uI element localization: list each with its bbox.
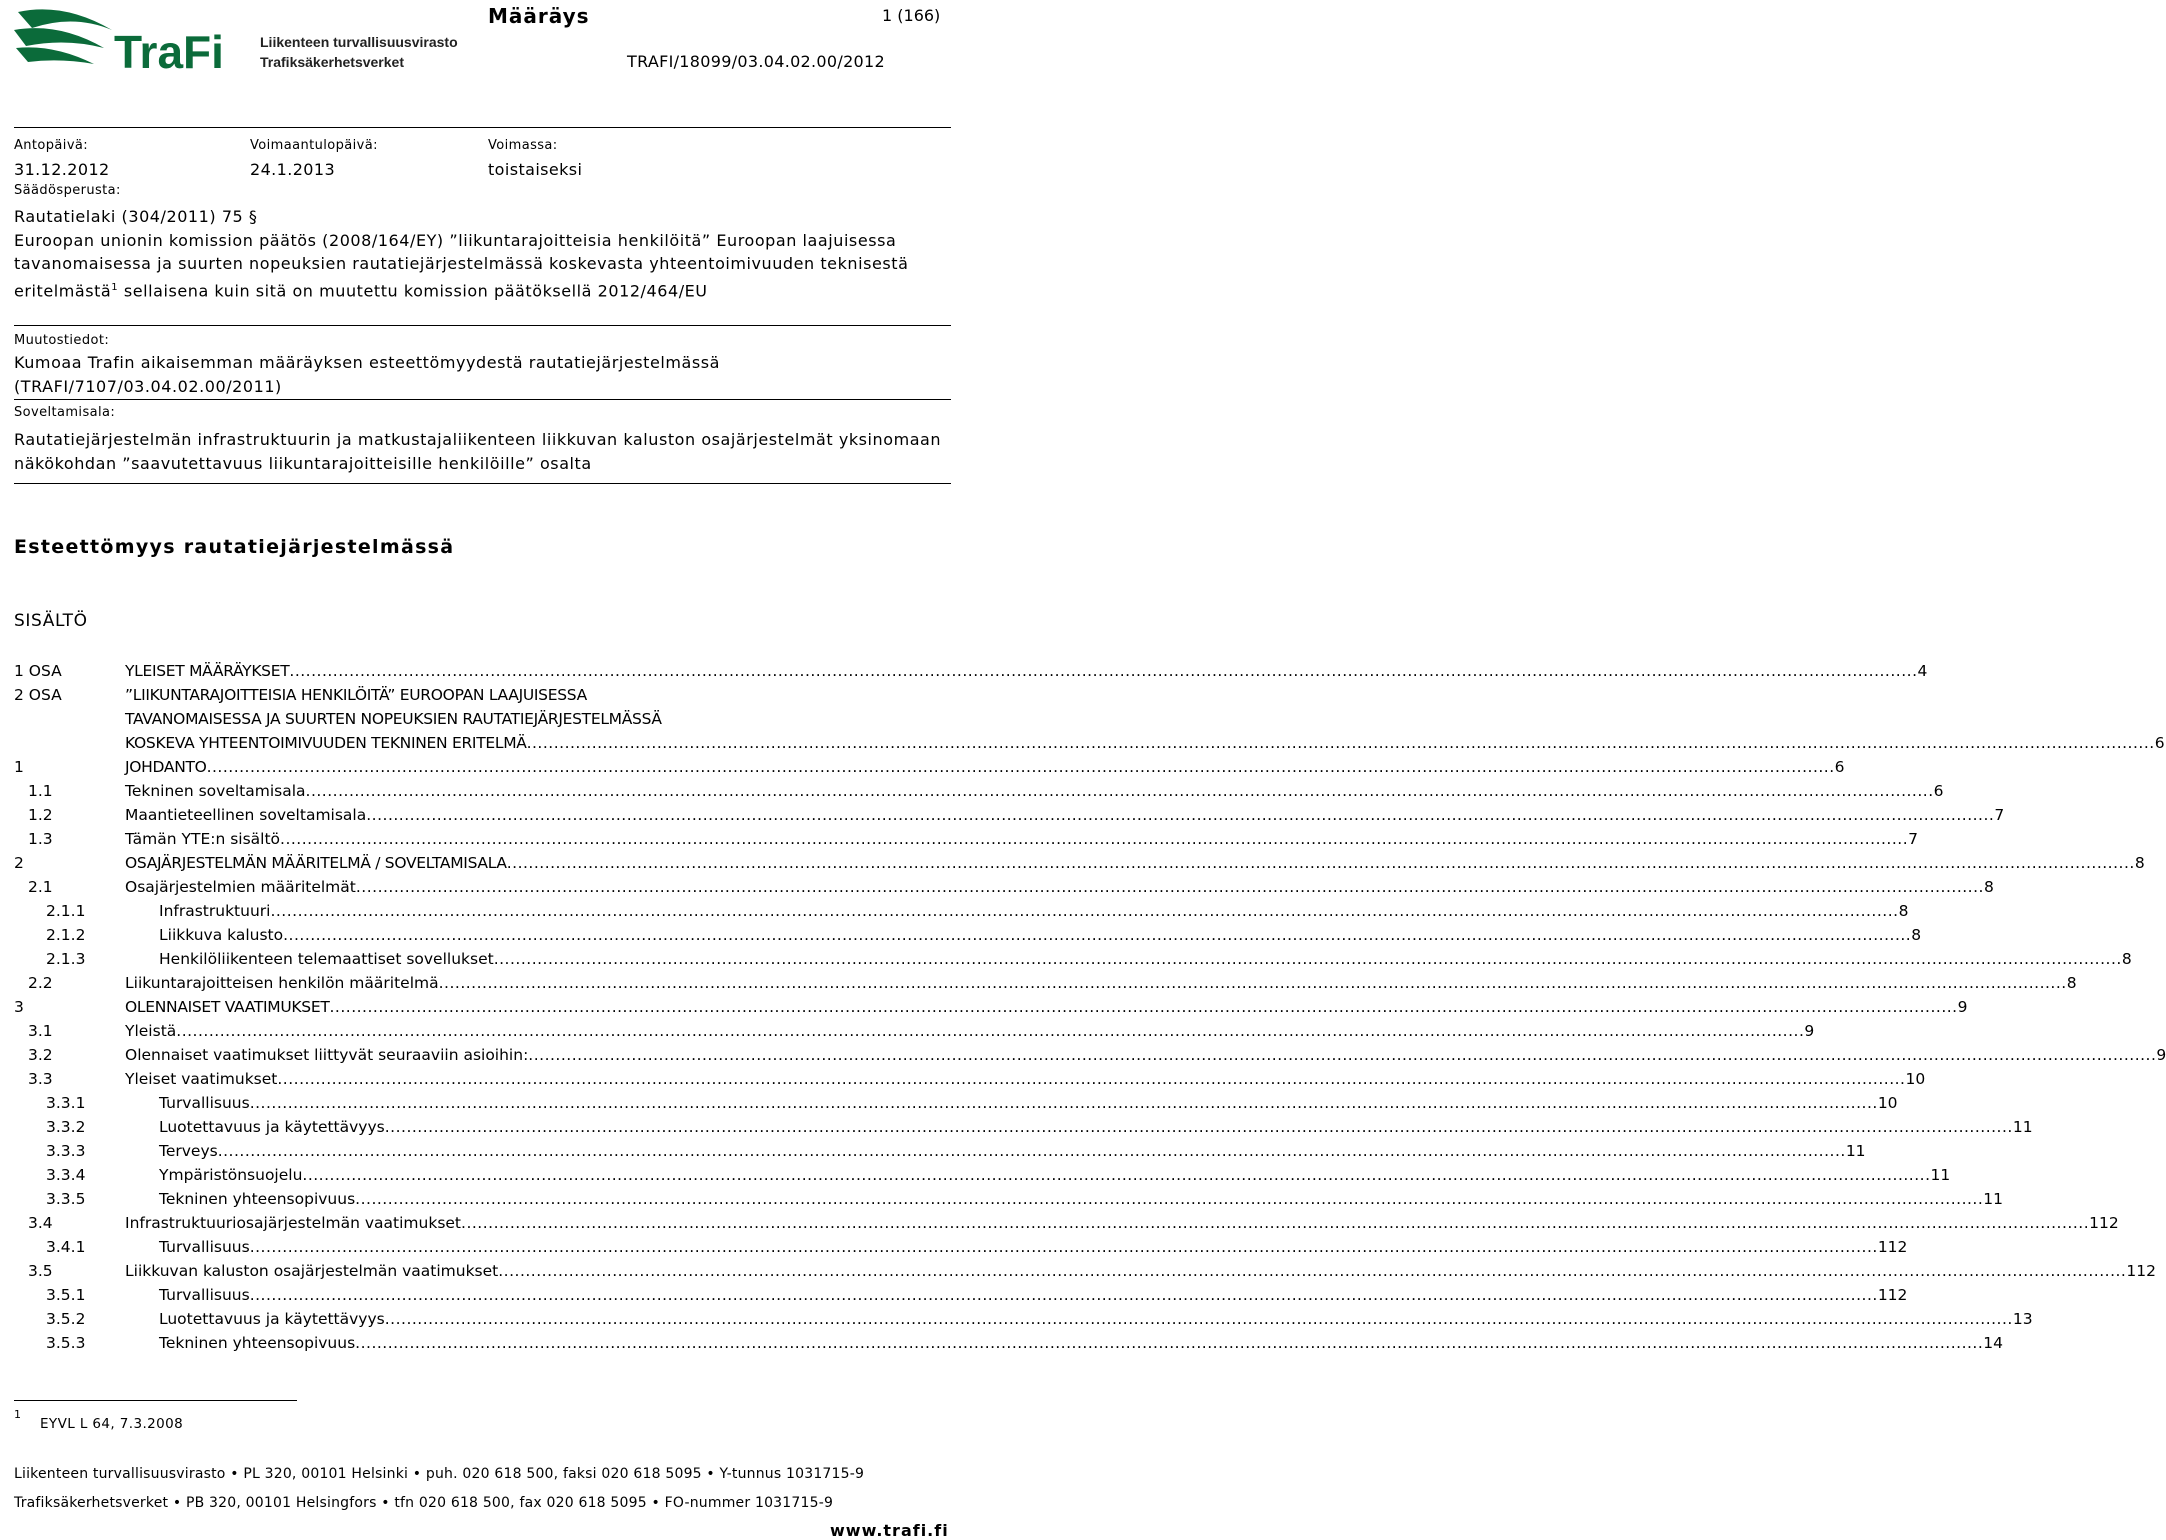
- footnote-divider: [14, 1400, 297, 1401]
- toc-entry-number: 3: [14, 998, 24, 1016]
- toc-entry[interactable]: [14, 683, 960, 707]
- toc-entry[interactable]: [14, 803, 2005, 827]
- toc-dot-leader: ............................................................................................................................................................................................................................................................................................................: [355, 1334, 1984, 1352]
- footnote-text: EYVL L 64, 7.3.2008: [40, 1416, 184, 1432]
- toc-entry-title: TAVANOMAISESSA JA SUURTEN NOPEUKSIEN RAUTATIEJÄRJESTELMÄSSÄ: [125, 710, 662, 728]
- toc-entry[interactable]: [14, 1259, 2156, 1283]
- toc-dot-leader: ............................................................................................................................................................................................................................................................................................................: [217, 1142, 1846, 1160]
- changes-divider: [14, 399, 951, 400]
- toc-entry-page: 10: [1877, 1094, 1898, 1112]
- toc-entry-title: Ympäristönsuojelu: [159, 1166, 303, 1184]
- toc-dot-leader: ............................................................................................................................................................................................................................................................................................................: [206, 758, 1835, 776]
- toc-entry-number: 3.3.3: [46, 1142, 86, 1160]
- toc-entry-title: Turvallisuus: [159, 1238, 250, 1256]
- toc-entry-title: Turvallisuus: [159, 1286, 250, 1304]
- toc-entry-page: 13: [2012, 1310, 2033, 1328]
- toc-entry[interactable]: [14, 1139, 1866, 1163]
- validity-value: toistaiseksi: [488, 160, 583, 179]
- toc-entry-title: Tekninen yhteensopivuus: [159, 1334, 356, 1352]
- toc-entry-page: 112: [2089, 1214, 2119, 1232]
- toc-entry-title: KOSKEVA YHTEENTOIMIVUUDEN TEKNINEN ERITELMÄ: [125, 734, 527, 752]
- toc-entry[interactable]: [14, 971, 2077, 995]
- toc-entry[interactable]: [14, 755, 1845, 779]
- table-of-contents: [14, 659, 2166, 1355]
- toc-entry-page: 11: [1930, 1166, 1951, 1184]
- toc-entry-title: Infrastruktuuri: [159, 902, 271, 920]
- toc-entry-title: Luotettavuus ja käytettävyys: [159, 1118, 385, 1136]
- toc-entry[interactable]: [14, 1115, 2033, 1139]
- toc-entry-page: 8: [1983, 878, 1994, 896]
- toc-entry-title: Osajärjestelmien määritelmät: [125, 878, 356, 896]
- toc-entry-page: 6: [1933, 782, 1944, 800]
- toc-dot-leader: ............................................................................................................................................................................................................................................................................................................: [283, 926, 1912, 944]
- toc-entry[interactable]: [14, 899, 1909, 923]
- toc-entry-title: Henkilöliikenteen telemaattiset sovellukset: [159, 950, 494, 968]
- toc-dot-leader: ............................................................................................................................................................................................................................................................................................................: [249, 1286, 1878, 1304]
- toc-entry-page: 8: [2121, 950, 2132, 968]
- toc-entry-number: 3.3.1: [46, 1094, 86, 1112]
- header-divider: [14, 127, 951, 128]
- toc-entry-number: 3.3.5: [46, 1190, 86, 1208]
- logo-swoosh-mid: [14, 28, 104, 48]
- toc-dot-leader: ............................................................................................................................................................................................................................................................................................................: [249, 1094, 1878, 1112]
- toc-dot-leader: ............................................................................................................................................................................................................................................................................................................: [498, 1262, 2127, 1280]
- toc-dot-leader: ............................................................................................................................................................................................................................................................................................................: [355, 1190, 1984, 1208]
- toc-entry-page: 112: [1877, 1238, 1908, 1256]
- toc-entry-title: Turvallisuus: [159, 1094, 250, 1112]
- toc-dot-leader: ............................................................................................................................................................................................................................................................................................................: [384, 1118, 2013, 1136]
- toc-dot-leader: ............................................................................................................................................................................................................................................................................................................: [355, 878, 1984, 896]
- toc-entry-page: 7: [1908, 830, 1919, 848]
- toc-entry-page: 112: [1877, 1286, 1908, 1304]
- toc-entry[interactable]: [14, 1019, 1815, 1043]
- toc-entry[interactable]: [14, 827, 1919, 851]
- toc-entry-number: 3.3: [28, 1070, 53, 1088]
- toc-entry-title: Olennaiset vaatimukset liittyvät seuraaviin asioihin:: [125, 1046, 529, 1064]
- toc-entry-number: 3.5.2: [46, 1310, 86, 1328]
- footer-address-sv: Trafiksäkerhetsverket • PB 320, 00101 Helsingfors • tfn 020 618 500, fax 020 618 5095 • FO-nummer 1031715-9: [14, 1495, 834, 1511]
- toc-entry-title: Tekninen soveltamisala: [125, 782, 306, 800]
- basis-section: [14, 205, 944, 302]
- toc-heading: SISÄLTÖ: [14, 611, 88, 631]
- logo-line-fi: Liikenteen turvallisuusvirasto: [260, 34, 458, 50]
- toc-entry-page: 6: [1834, 758, 1845, 776]
- toc-entry[interactable]: [14, 851, 2145, 875]
- basis-label: Säädösperusta:: [14, 183, 121, 198]
- toc-dot-leader: ............................................................................................................................................................................................................................................................................................................: [280, 830, 1909, 848]
- toc-entry-page: 7: [1994, 806, 2005, 824]
- toc-dot-leader: ............................................................................................................................................................................................................................................................................................................: [329, 998, 1958, 1016]
- toc-entry-number: 1.3: [28, 830, 53, 848]
- toc-dot-leader: ............................................................................................................................................................................................................................................................................................................: [277, 1070, 1906, 1088]
- toc-entry[interactable]: [14, 923, 1922, 947]
- toc-entry-title: Liikkuva kalusto: [159, 926, 284, 944]
- logo-brand: TraFi: [114, 26, 224, 78]
- basis-divider: [14, 325, 951, 326]
- toc-entry-page: 8: [1898, 902, 1909, 920]
- issued-label: Antopäivä:: [14, 138, 89, 153]
- toc-entry[interactable]: [14, 1163, 1951, 1187]
- basis-decision-text: Euroopan unionin komission päätös (2008/164/EY) ”liikuntarajoitteisia henkilöitä” Euroopan laajuisessa tavanomaisessa ja suurten nopeuksien rautatiejärjestelmässä koskevasta yhteentoimivuuden teknisestä eritelmästä: [14, 230, 909, 300]
- toc-dot-leader: ............................................................................................................................................................................................................................................................................................................: [493, 950, 2122, 968]
- toc-dot-leader: ............................................................................................................................................................................................................................................................................................................: [528, 1046, 2157, 1064]
- toc-entry-page: 9: [1804, 1022, 1815, 1040]
- toc-entry-page: 4: [1917, 662, 1928, 680]
- changes-label: Muutostiedot:: [14, 333, 110, 348]
- toc-entry[interactable]: [14, 779, 1944, 803]
- validity-label: Voimassa:: [488, 138, 558, 153]
- trafi-logo-graphic: [14, 4, 464, 84]
- toc-entry-number: 1.2: [28, 806, 53, 824]
- footer-address-fi: Liikenteen turvallisuusvirasto • PL 320, 00101 Helsinki • puh. 020 618 500, faksi 020 618 5095 • Y-tunnus 1031715-9: [14, 1466, 865, 1482]
- footnote-ref[interactable]: 1: [111, 281, 119, 293]
- changes-text: Kumoaa Trafin aikaisemman määräyksen esteettömyydestä rautatiejärjestelmässä (TRAFI/7107/03.04.02.00/2011): [14, 353, 720, 396]
- logo-swoosh-top: [18, 9, 112, 30]
- website-link[interactable]: www.trafi.fi: [830, 1521, 949, 1540]
- toc-entry-title: ”LIIKUNTARAJOITTEISIA HENKILÖITÄ” EUROOPAN LAAJUISESSA: [125, 686, 587, 704]
- scope-text: Rautatiejärjestelmän infrastruktuurin ja matkustajaliikenteen liikkuvan kaluston osajärjestelmät yksinomaan näkökohdan ”saavutettavuus liikuntarajoitteisille henkilöille” osalta: [14, 430, 942, 473]
- toc-entry-page: 6: [2154, 734, 2165, 752]
- toc-entry-number: 2.1.2: [46, 926, 86, 944]
- document-reference: TRAFI/18099/03.04.02.00/2012: [627, 52, 885, 71]
- toc-entry-title: Liikkuvan kaluston osajärjestelmän vaatimukset: [125, 1262, 499, 1280]
- toc-entry-title: Luotettavuus ja käytettävyys: [159, 1310, 385, 1328]
- toc-entry-number: 3.5: [28, 1262, 53, 1280]
- scope-label: Soveltamisala:: [14, 405, 116, 420]
- toc-entry-number: 3.5.3: [46, 1334, 86, 1352]
- toc-entry[interactable]: [14, 707, 960, 731]
- toc-entry[interactable]: [14, 1211, 2119, 1235]
- toc-entry-title: Tämän YTE:n sisältö: [125, 830, 281, 848]
- toc-entry-title: Yleiset vaatimukset: [125, 1070, 278, 1088]
- toc-dot-leader: ............................................................................................................................................................................................................................................................................................................: [176, 1022, 1805, 1040]
- document-title: Esteettömyys rautatiejärjestelmässä: [14, 536, 455, 558]
- toc-entry[interactable]: [14, 1235, 1908, 1259]
- effective-label: Voimaantulopäivä:: [250, 138, 378, 153]
- toc-entry-number: 2.1.1: [46, 902, 86, 920]
- basis-law: Rautatielaki (304/2011) 75 §: [14, 207, 258, 226]
- toc-entry-page: 9: [1957, 998, 1968, 1016]
- toc-dot-leader: ............................................................................................................................................................................................................................................................................................................: [249, 1238, 1878, 1256]
- toc-dot-leader: ............................................................................................................................................................................................................................................................................................................: [289, 662, 1918, 680]
- toc-entry-number: 3.3.4: [46, 1166, 86, 1184]
- toc-entry-number: 1 OSA: [14, 662, 62, 680]
- toc-entry-number: 2.1.3: [46, 950, 86, 968]
- effective-date: 24.1.2013: [250, 160, 336, 179]
- toc-entry[interactable]: [14, 947, 2132, 971]
- toc-dot-leader: ............................................................................................................................................................................................................................................................................................................: [366, 806, 1995, 824]
- logo-swoosh-low: [16, 47, 94, 64]
- toc-entry[interactable]: [14, 1283, 1908, 1307]
- toc-entry-page: 11: [1983, 1190, 2004, 1208]
- trafi-logo: [14, 4, 464, 84]
- toc-dot-leader: ............................................................................................................................................................................................................................................................................................................: [461, 1214, 2090, 1232]
- toc-entry-number: 3.3.2: [46, 1118, 86, 1136]
- toc-entry-title: JOHDANTO: [125, 758, 207, 776]
- toc-entry[interactable]: [14, 1187, 2004, 1211]
- toc-entry-page: 11: [1845, 1142, 1866, 1160]
- toc-entry-title: Liikuntarajoitteisen henkilön määritelmä: [125, 974, 439, 992]
- toc-entry-number: 1.1: [28, 782, 53, 800]
- toc-entry[interactable]: [14, 1307, 2033, 1331]
- toc-entry[interactable]: [14, 1043, 2166, 1067]
- toc-entry-page: 8: [2134, 854, 2145, 872]
- toc-entry-page: 10: [1905, 1070, 1926, 1088]
- issued-date: 31.12.2012: [14, 160, 110, 179]
- toc-dot-leader: ............................................................................................................................................................................................................................................................................................................: [506, 854, 2135, 872]
- toc-dot-leader: ............................................................................................................................................................................................................................................................................................................: [305, 782, 1934, 800]
- toc-entry-title: Maantieteellinen soveltamisala: [125, 806, 367, 824]
- toc-entry-page: 9: [2156, 1046, 2166, 1064]
- toc-entry-number: 2: [14, 854, 24, 872]
- toc-entry-page: 11: [2012, 1118, 2033, 1136]
- toc-entry-page: 8: [2066, 974, 2077, 992]
- toc-entry-number: 2.1: [28, 878, 53, 896]
- toc-entry-number: 3.4: [28, 1214, 53, 1232]
- toc-entry-number: 3.5.1: [46, 1286, 86, 1304]
- toc-entry-page: 8: [1911, 926, 1922, 944]
- basis-decision: [14, 229, 944, 303]
- toc-entry-number: 1: [14, 758, 24, 776]
- page-number: 1 (166): [882, 6, 941, 25]
- logo-line-sv: Trafiksäkerhetsverket: [260, 54, 404, 70]
- toc-entry-page: 14: [1983, 1334, 2004, 1352]
- toc-entry-number: 2 OSA: [14, 686, 62, 704]
- toc-entry-title: Yleistä: [125, 1022, 177, 1040]
- toc-entry[interactable]: [14, 731, 2165, 755]
- toc-entry-number: 3.1: [28, 1022, 53, 1040]
- document-type: Määräys: [488, 4, 590, 28]
- toc-entry-title: OLENNAISET VAATIMUKSET: [125, 998, 330, 1016]
- footnote-number: 1: [14, 1408, 21, 1421]
- toc-dot-leader: ............................................................................................................................................................................................................................................................................................................: [302, 1166, 1931, 1184]
- basis-decision-text-cont: sellaisena kuin sitä on muutettu komission päätöksellä 2012/464/EU: [118, 280, 708, 300]
- toc-entry-number: 3.4.1: [46, 1238, 86, 1256]
- scope-divider: [14, 483, 951, 484]
- toc-dot-leader: ............................................................................................................................................................................................................................................................................................................: [526, 734, 2155, 752]
- toc-entry[interactable]: [14, 659, 1928, 683]
- toc-entry[interactable]: [14, 875, 1994, 899]
- toc-entry[interactable]: [14, 1067, 1926, 1091]
- toc-entry-page: 112: [2126, 1262, 2156, 1280]
- toc-entry[interactable]: [14, 995, 1968, 1019]
- toc-dot-leader: ............................................................................................................................................................................................................................................................................................................: [438, 974, 2067, 992]
- toc-entry[interactable]: [14, 1331, 2004, 1355]
- toc-entry-title: Tekninen yhteensopivuus: [159, 1190, 356, 1208]
- toc-entry-title: OSAJÄRJESTELMÄN MÄÄRITELMÄ / SOVELTAMISALA: [125, 854, 507, 872]
- toc-entry-number: 3.2: [28, 1046, 53, 1064]
- toc-dot-leader: ............................................................................................................................................................................................................................................................................................................: [270, 902, 1899, 920]
- toc-entry-number: 2.2: [28, 974, 53, 992]
- toc-entry[interactable]: [14, 1091, 1898, 1115]
- toc-entry-title: Terveys: [159, 1142, 218, 1160]
- toc-dot-leader: ............................................................................................................................................................................................................................................................................................................: [384, 1310, 2013, 1328]
- toc-entry-title: Infrastruktuuriosajärjestelmän vaatimukset: [125, 1214, 462, 1232]
- toc-entry-title: YLEISET MÄÄRÄYKSET: [125, 662, 290, 680]
